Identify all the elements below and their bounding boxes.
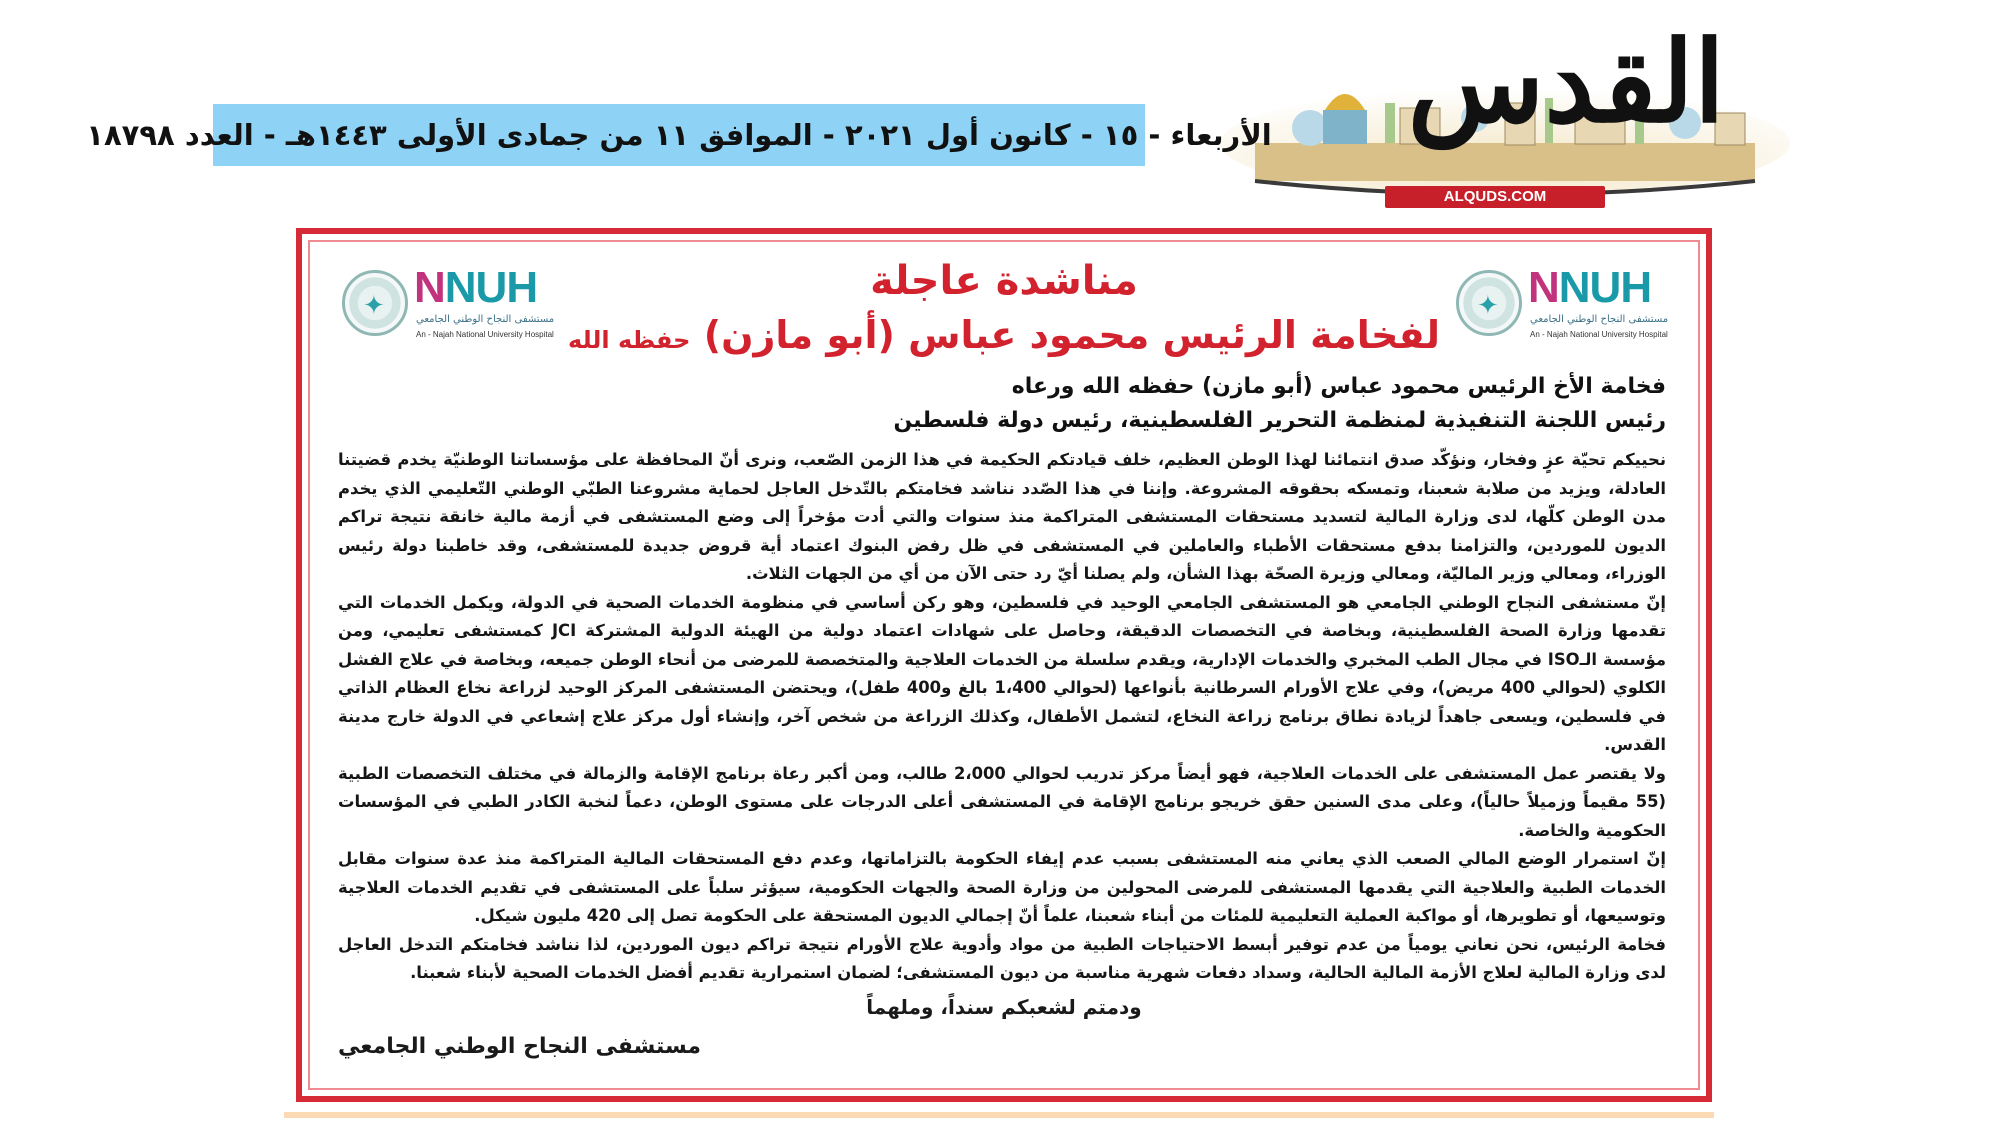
university-seal-icon: ✦ bbox=[1456, 270, 1522, 336]
closing-line: ودمتم لشعبكم سنداً، وملهماً bbox=[866, 994, 1142, 1019]
hospital-name-ar: مستشفى النجاح الوطني الجامعي bbox=[416, 314, 555, 325]
salutation bbox=[328, 362, 1680, 438]
subtitle-suffix: حفظه الله bbox=[568, 326, 691, 354]
appeal-title-block bbox=[568, 254, 1440, 367]
nnuh-wordmark: NNUH bbox=[414, 263, 538, 312]
newspaper-logo bbox=[1215, 8, 1795, 203]
website-link[interactable]: ALQUDS.COM bbox=[1385, 186, 1605, 208]
signature: مستشفى النجاح الوطني الجامعي bbox=[338, 1033, 701, 1059]
appeal-body bbox=[328, 438, 1680, 988]
nnuh-wordmark: NNUH bbox=[1528, 263, 1652, 312]
newspaper-title: القدس bbox=[1407, 17, 1725, 148]
hospital-logo-right bbox=[1456, 262, 1669, 352]
salutation-line-1: فخامة الأخ الرئيس محمود عباس (أبو مازن) حفظه الله ورعاه bbox=[1011, 374, 1666, 399]
hospital-name-en: An - Najah National University Hospital bbox=[416, 330, 554, 339]
appeal-subtitle bbox=[568, 308, 1440, 367]
hospital-name-en: An - Najah National University Hospital bbox=[1530, 330, 1668, 339]
body-paragraph: ولا يقتصر عمل المستشفى على الخدمات العلاجية، فهو أيضاً مركز تدريب لحوالي 2،000 طالب، ومن أكبر رعاة برنامج الإقامة والزمالة في مختلف التخصصات الطبية (55 مقيماً وزميلاً حالياً)، وعلى مدى السنين حقق خريجو برنامج الإقامة في المستشفى أعلى الدرجات على مستوى الوطن، دعماً لنخبة الكادر الطبي في المؤسسات الحكومية والخاصة. bbox=[338, 763, 1666, 840]
hospital-logo-left bbox=[342, 262, 555, 352]
ad-inner-border bbox=[308, 240, 1700, 1090]
university-seal-icon: ✦ bbox=[342, 270, 408, 336]
appeal-advertisement bbox=[296, 228, 1712, 1102]
body-paragraph: فخامة الرئيس، نحن نعاني يومياً من عدم توفير أبسط الاحتياجات الطبية من مواد وأدوية علاج الأورام نتيجة تراكم ديون الموردين، لذا نناشد فخامتكم التدخل العاجل لدى وزارة المالية لعلاج الأزمة المالية الحالية، وسداد دفعات شهرية مناسبة من ديون المستشفى؛ لضمان استمرارية تقديم أفضل الخدمات الصحية لأبناء شعبنا. bbox=[338, 934, 1666, 982]
dateline-text: الأربعاء - ١٥ - كانون أول ٢٠٢١ - الموافق ١١ من جمادى الأولى ١٤٤٣هـ - العدد ١٨٧٩٨ bbox=[86, 118, 1272, 152]
ad-header bbox=[328, 242, 1680, 362]
issue-dateline bbox=[86, 104, 1272, 166]
subtitle-main: لفخامة الرئيس محمود عباس (أبو مازن) bbox=[703, 313, 1440, 357]
hospital-name-ar: مستشفى النجاح الوطني الجامعي bbox=[1530, 314, 1669, 325]
page-divider bbox=[284, 1112, 1714, 1118]
body-paragraph: إنّ استمرار الوضع المالي الصعب الذي يعاني منه المستشفى بسبب عدم إيفاء الحكومة بالتزاماتها، وعدم دفع المستحقات المالية المتراكمة منذ عدة سنوات مقابل الخدمات الطبية والعلاجية التي يقدمها المستشفى للمرضى المحولين من وزارة الصحة والجهات الحكومية، سيؤثر سلباً على المستشفى في تقديم الخدمات العلاجية وتوسيعها، أو تطويرها، أو مواكبة العملية التعليمية للمئات من أبناء شعبنا، علماً أنّ إجمالي الديون المستحقة على الحكومة تصل إلى 420 مليون شيكل. bbox=[338, 849, 1666, 925]
body-paragraph: إنّ مستشفى النجاح الوطني الجامعي هو المستشفى الجامعي الوحيد في فلسطين، وهو ركن أساسي في منظومة الخدمات الصحية في الدولة، ويكمل الخدمات التي تقدمها وزارة الصحة الفلسطينية، وبخاصة في التخصصات الدقيقة، وحاصل على شهادات اعتماد دولية من الهيئة الدولية المشتركة JCI كمستشفى تعليمي، ومن مؤسسة الـISO في مجال الطب المخبري والخدمات الإدارية، ويقدم سلسلة من الخدمات العلاجية والمتخصصة للمرضى من أنحاء الوطن جميعه، وبخاصة في علاج الفشل الكلوي (لحوالي 400 مريض)، وفي علاج الأورام السرطانية بأنواعها (لحوالي 1،400 بالغ و400 طفل)، ويحتضن المستشفى المركز الوحيد لزراعة نخاع العظام الذاتي في فلسطين، ويسعى جاهداً لزيادة نطاق برنامج زراعة النخاع، لتشمل الأطفال، وكذلك الزراعة من شخص آخر، وإنشاء أول مركز علاج إشعاعي في الدولة خارج مدينة القدس. bbox=[338, 592, 1667, 754]
appeal-title: مناشدة عاجلة bbox=[870, 258, 1138, 304]
salutation-line-2: رئيس اللجنة التنفيذية لمنظمة التحرير الفلسطينية، رئيس دولة فلسطين bbox=[893, 408, 1666, 433]
body-paragraph: نحييكم تحيّة عزٍ وفخار، ونؤكّد صدق انتمائنا لهذا الوطن العظيم، خلف قيادتكم الحكيمة في هذا الزمن الصّعب، ونرى أنّ المحافظة على مؤسساتنا الوطنيّة يخدم قضيتنا العادلة، ويزيد من صلابة شعبنا، وتمسكه بحقوقه المشروعة. وإننا في هذا الصّدد نناشد فخامتكم بالتّدخل العاجل لحماية مشروعنا الطبّي الوطني التّعليمي الذي يخدم مدن الوطن كلّها، لدى وزارة المالية لتسديد مستحقات المستشفى المتراكمة منذ سنوات والتي أدت مؤخراً إلى وضع المستشفى في أزمة مالية خانقة نتيجة تراكم الديون للموردين، والتزامنا بدفع مستحقات الأطباء والعاملين في المستشفى في ظل رفض البنوك اعتماد أية قروض جديدة للمستشفى، وقد خاطبنا دولة رئيس الوزراء، ومعالي وزير الماليّة، ومعالي وزيرة الصحّة بهذا الشأن، ولم يصلنا أيّ رد حتى الآن من أي من الجهات الثلاث. bbox=[338, 450, 1666, 583]
